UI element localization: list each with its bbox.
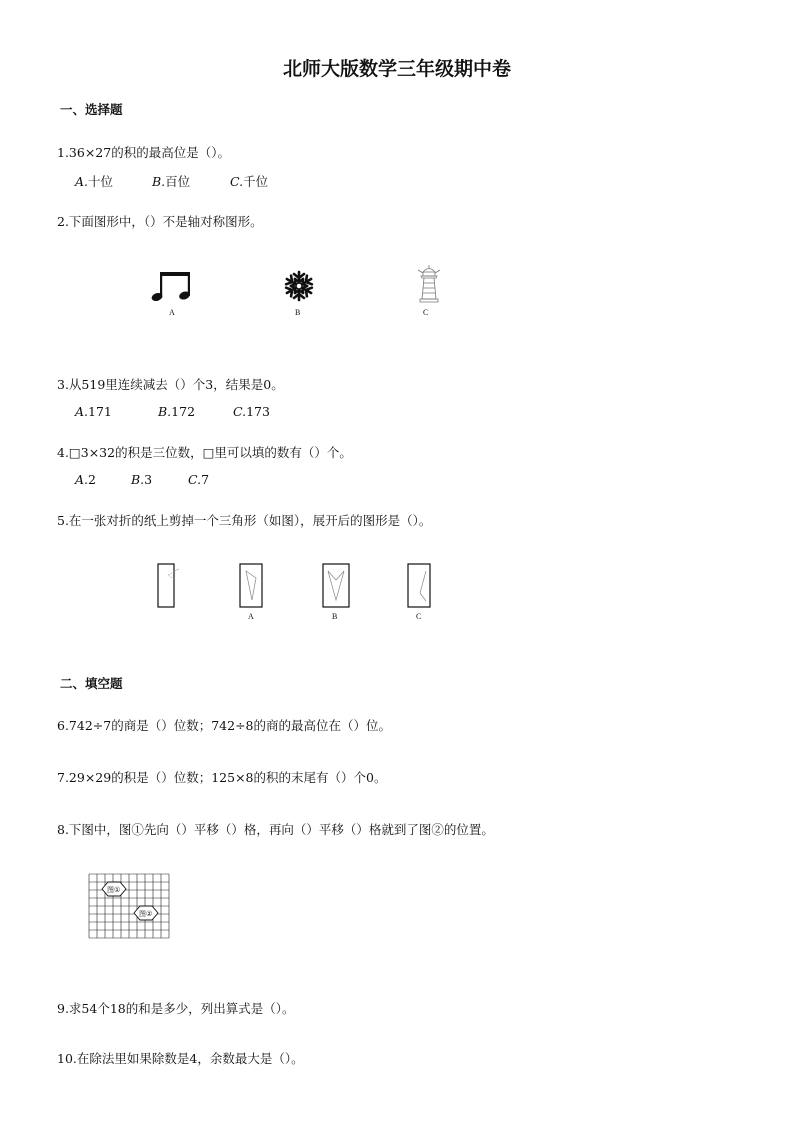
question-4: 4.□3×32的积是三位数，□里可以填的数有（）个。	[57, 445, 352, 460]
q3-option-a: A.171	[75, 404, 112, 419]
question-7: 7.29×29的积是（）位数；125×8的积的末尾有（）个0。	[57, 770, 387, 785]
q1-option-c: C.千位	[230, 174, 269, 189]
q3-option-c: C.173	[233, 404, 270, 419]
question-9: 9.求54个18的和是多少，列出算式是（）。	[57, 1001, 295, 1016]
q2-caption-a: A	[169, 308, 175, 317]
question-1: 1.36×27的积的最高位是（）。	[57, 145, 230, 160]
translation-grid-figure	[88, 873, 170, 939]
page-title: 北师大版数学三年级期中卷	[282, 58, 511, 80]
q5-caption-c: C	[416, 612, 422, 621]
question-5: 5.在一张对折的纸上剪掉一个三角形（如图），展开后的图形是（）。	[57, 513, 432, 528]
question-10: 10.在除法里如果除数是4，余数最大是（）。	[57, 1051, 304, 1066]
question-6: 6.742÷7的商是（）位数；742÷8的商的最高位在（）位。	[57, 718, 391, 733]
section-heading-choice: 一、选择题	[60, 102, 123, 117]
fig2-label: 图②	[139, 910, 153, 918]
music-note-figure	[152, 271, 194, 305]
lighthouse-figure	[414, 263, 444, 303]
q4-option-c: C.7	[188, 472, 210, 487]
question-2: 2.下面图形中，（）不是轴对称图形。	[57, 214, 263, 229]
q4-option-b: B.3	[131, 472, 153, 487]
q1-option-a: A.十位	[75, 174, 114, 189]
q2-caption-b: B	[295, 308, 301, 317]
section-heading-fill-in: 二、填空题	[60, 676, 123, 691]
q1-option-b: B.百位	[152, 174, 191, 189]
q5-caption-a: A	[248, 612, 254, 621]
q2-caption-c: C	[423, 308, 429, 317]
option-c-figure	[406, 563, 434, 609]
snowflake-figure	[283, 270, 315, 302]
fig1-label: 图①	[107, 886, 121, 894]
q4-option-a: A.2	[75, 472, 96, 487]
folded-paper-figure	[156, 563, 182, 609]
option-b-figure	[321, 563, 351, 609]
q3-option-b: B.172	[158, 404, 196, 419]
q5-caption-b: B	[332, 612, 338, 621]
question-3: 3.从519里连续减去（）个3，结果是0。	[57, 377, 284, 392]
option-a-figure	[238, 563, 264, 609]
question-8: 8.下图中，图①先向（）平移（）格，再向（）平移（）格就到了图②的位置。	[57, 822, 494, 837]
